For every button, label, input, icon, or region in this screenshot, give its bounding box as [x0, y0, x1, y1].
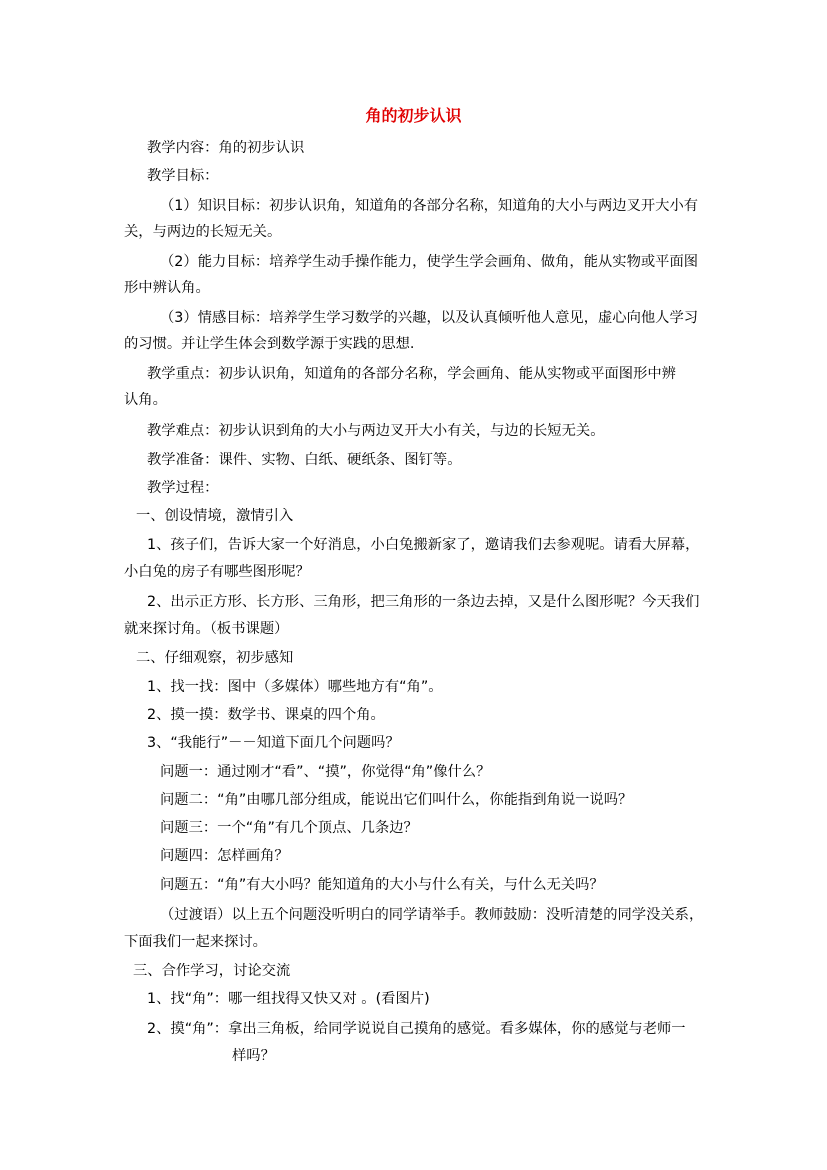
difficult-points: 教学难点：初步认识到角的大小与两边叉开大小有关，与边的长短无关。	[147, 423, 605, 439]
goal-knowledge: （1）知识目标：初步认识角，知道角的各部分名称，知道角的大小与两边叉开大小有	[160, 198, 699, 214]
teaching-preparation: 教学准备：课件、实物、白纸、硬纸条、图钉等。	[147, 452, 462, 468]
goal-emotion: （3）情感目标：培养学生学习数学的兴趣，以及认真倾听他人意见，虚心向他人学习	[160, 310, 699, 326]
key-points-cont: 认角。	[124, 392, 167, 408]
teaching-process-heading: 教学过程：	[147, 480, 219, 496]
teaching-goals-heading: 教学目标：	[147, 168, 219, 184]
question-three: 问题三：一个“角”有几个顶点、几条边？	[160, 820, 418, 836]
key-points: 教学重点：初步认识角，知道角的各部分名称，学会画角、能从实物或平面图形中辨	[147, 366, 676, 382]
document-title: 角的初步认识	[365, 106, 462, 125]
transition-remark-cont: 下面我们一起来探讨。	[124, 934, 267, 950]
section-three-item-1: 1、找“角”：哪一组找得又快又对 。(看图片)	[147, 991, 430, 1007]
question-one: 问题一：通过刚才“看”、“摸”，你觉得“角”像什么？	[160, 764, 491, 780]
section-one-item-2: 2、出示正方形、长方形、三角形，把三角形的一条边去掉，又是什么图形呢？今天我们	[147, 594, 700, 610]
section-one-heading: 一、创设情境，激情引入	[136, 508, 294, 524]
goal-ability-cont: 形中辨认角。	[124, 280, 210, 296]
section-two-item-1: 1、找一找：图中（多媒体）哪些地方有“角”。	[147, 679, 443, 695]
question-five: 问题五：“角”有大小吗？能知道角的大小与什么有关，与什么无关吗？	[160, 877, 604, 893]
question-two: 问题二：“角”由哪几部分组成，能说出它们叫什么，你能指到角说一说吗？	[160, 792, 633, 808]
section-two-item-3: 3、“我能行”－－知道下面几个问题吗？	[147, 735, 400, 751]
section-one-item-1: 1、孩子们，告诉大家一个好消息，小白兔搬新家了，邀请我们去参观呢。请看大屏幕，	[147, 537, 700, 553]
section-three-heading: 三、合作学习，讨论交流	[133, 963, 291, 979]
section-three-item-2-cont: 样吗？	[232, 1048, 275, 1064]
goal-emotion-cont: 的习惯。并让学生体会到数学源于实践的思想.	[124, 336, 415, 352]
section-two-heading: 二、仔细观察，初步感知	[136, 650, 294, 666]
goal-ability: （2）能力目标：培养学生动手操作能力，使学生学会画角、做角，能从实物或平面图	[160, 254, 699, 270]
goal-knowledge-cont: 关，与两边的长短无关。	[124, 224, 282, 240]
section-three-item-2: 2、摸“角”：拿出三角板，给同学说说自己摸角的感觉。看多媒体，你的感觉与老师一	[147, 1021, 686, 1037]
transition-remark: （过渡语）以上五个问题没听明白的同学请举手。教师鼓励：没听清楚的同学没关系，	[160, 907, 704, 923]
question-four: 问题四：怎样画角？	[160, 848, 289, 864]
section-two-item-2: 2、摸一摸：数学书、课桌的四个角。	[147, 707, 385, 723]
teaching-content: 教学内容：角的初步认识	[147, 140, 305, 156]
section-one-item-2-cont: 就来探讨角。（板书课题）	[124, 621, 289, 637]
section-one-item-1-cont: 小白兔的房子有哪些图形呢？	[124, 564, 310, 580]
